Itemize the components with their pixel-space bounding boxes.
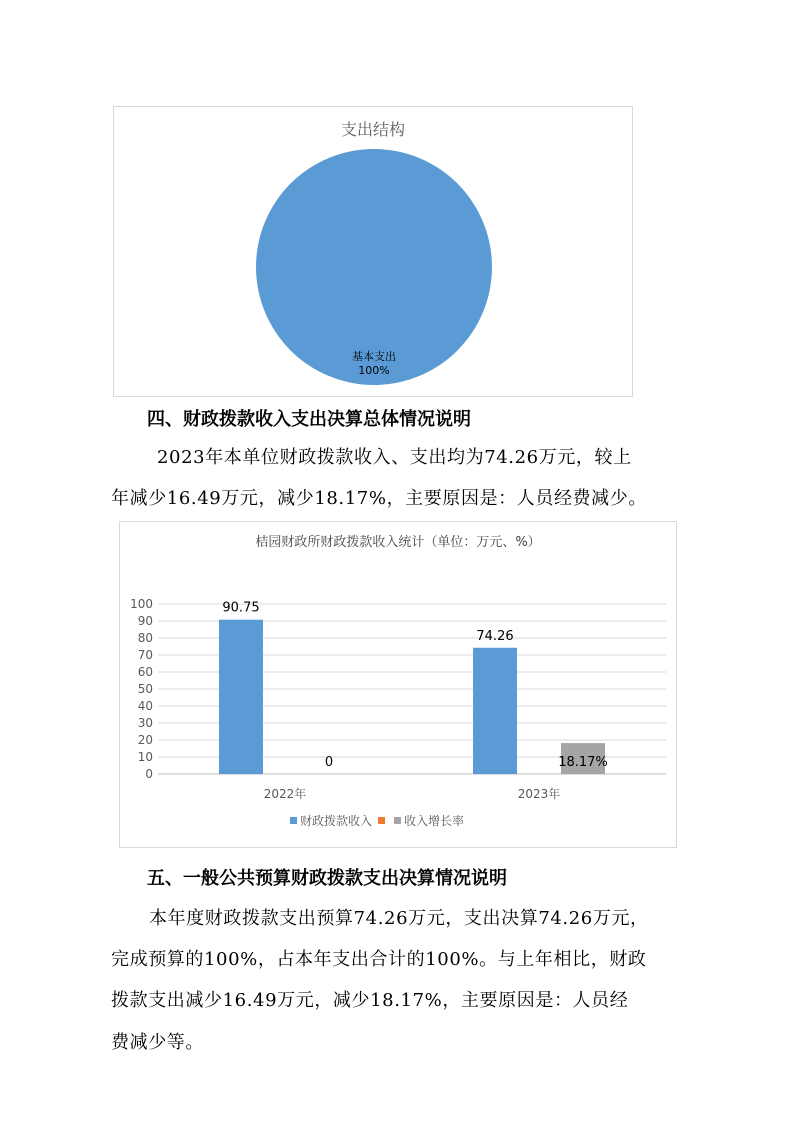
bar bbox=[473, 648, 517, 774]
bar-chart-title: 桔园财政所财政拨款收入统计（单位：万元、%） bbox=[255, 535, 541, 550]
y-tick-label: 70 bbox=[137, 648, 153, 662]
bar bbox=[219, 620, 263, 774]
section5-heading: 五、一般公共预算财政拨款支出决算情况说明 bbox=[147, 868, 507, 889]
data-label: 90.75 bbox=[222, 600, 260, 616]
expenditure-structure-chart bbox=[113, 106, 633, 397]
y-tick-label: 20 bbox=[137, 733, 153, 747]
legend-swatch bbox=[290, 817, 297, 824]
y-tick-label: 90 bbox=[137, 614, 153, 628]
fiscal-appropriation-income-chart bbox=[119, 521, 677, 848]
y-tick-label: 30 bbox=[137, 716, 153, 730]
section5-line-4: 费减少等。 bbox=[111, 1032, 204, 1053]
y-tick-label: 10 bbox=[137, 750, 153, 764]
section5-line-3: 拨款支出减少16.49万元，减少18.17%，主要原因是：人员经 bbox=[111, 990, 629, 1011]
y-tick-label: 80 bbox=[137, 631, 153, 645]
data-label: 74.26 bbox=[476, 628, 514, 644]
section5-line-1: 本年度财政拨款支出预算74.26万元，支出决算74.26万元， bbox=[149, 908, 649, 929]
x-tick-label: 2023年 bbox=[517, 787, 561, 801]
pie-chart-svg bbox=[114, 107, 632, 396]
y-tick-label: 100 bbox=[130, 597, 153, 611]
legend-swatch bbox=[378, 817, 385, 824]
section4-line-1: 2023年本单位财政拨款收入、支出均为74.26万元，较上 bbox=[157, 447, 632, 468]
section4-heading: 四、财政拨款收入支出决算总体情况说明 bbox=[147, 409, 471, 430]
legend-label: 收入增长率 bbox=[404, 814, 465, 828]
section4-line-2: 年减少16.49万元，减少18.17%，主要原因是：人员经费减少。 bbox=[111, 488, 647, 509]
x-tick-label: 2022年 bbox=[263, 787, 307, 801]
pie-chart-title: 支出结构 bbox=[340, 120, 405, 139]
data-label: 0 bbox=[324, 755, 334, 770]
legend-label: 财政拨款收入 bbox=[300, 814, 373, 828]
section5-line-2: 完成预算的100%，占本年支出合计的100%。与上年相比，财政 bbox=[111, 949, 647, 970]
data-label: 18.17% bbox=[558, 755, 608, 770]
y-tick-label: 0 bbox=[145, 767, 153, 781]
y-tick-label: 60 bbox=[137, 665, 153, 679]
legend-swatch bbox=[394, 817, 401, 824]
y-tick-label: 40 bbox=[137, 699, 153, 713]
pie-slice-label: 基本支出 bbox=[352, 350, 396, 363]
y-tick-label: 50 bbox=[137, 682, 153, 696]
pie-slice-percent: 100% bbox=[358, 364, 390, 377]
bar-chart-svg bbox=[120, 522, 676, 847]
